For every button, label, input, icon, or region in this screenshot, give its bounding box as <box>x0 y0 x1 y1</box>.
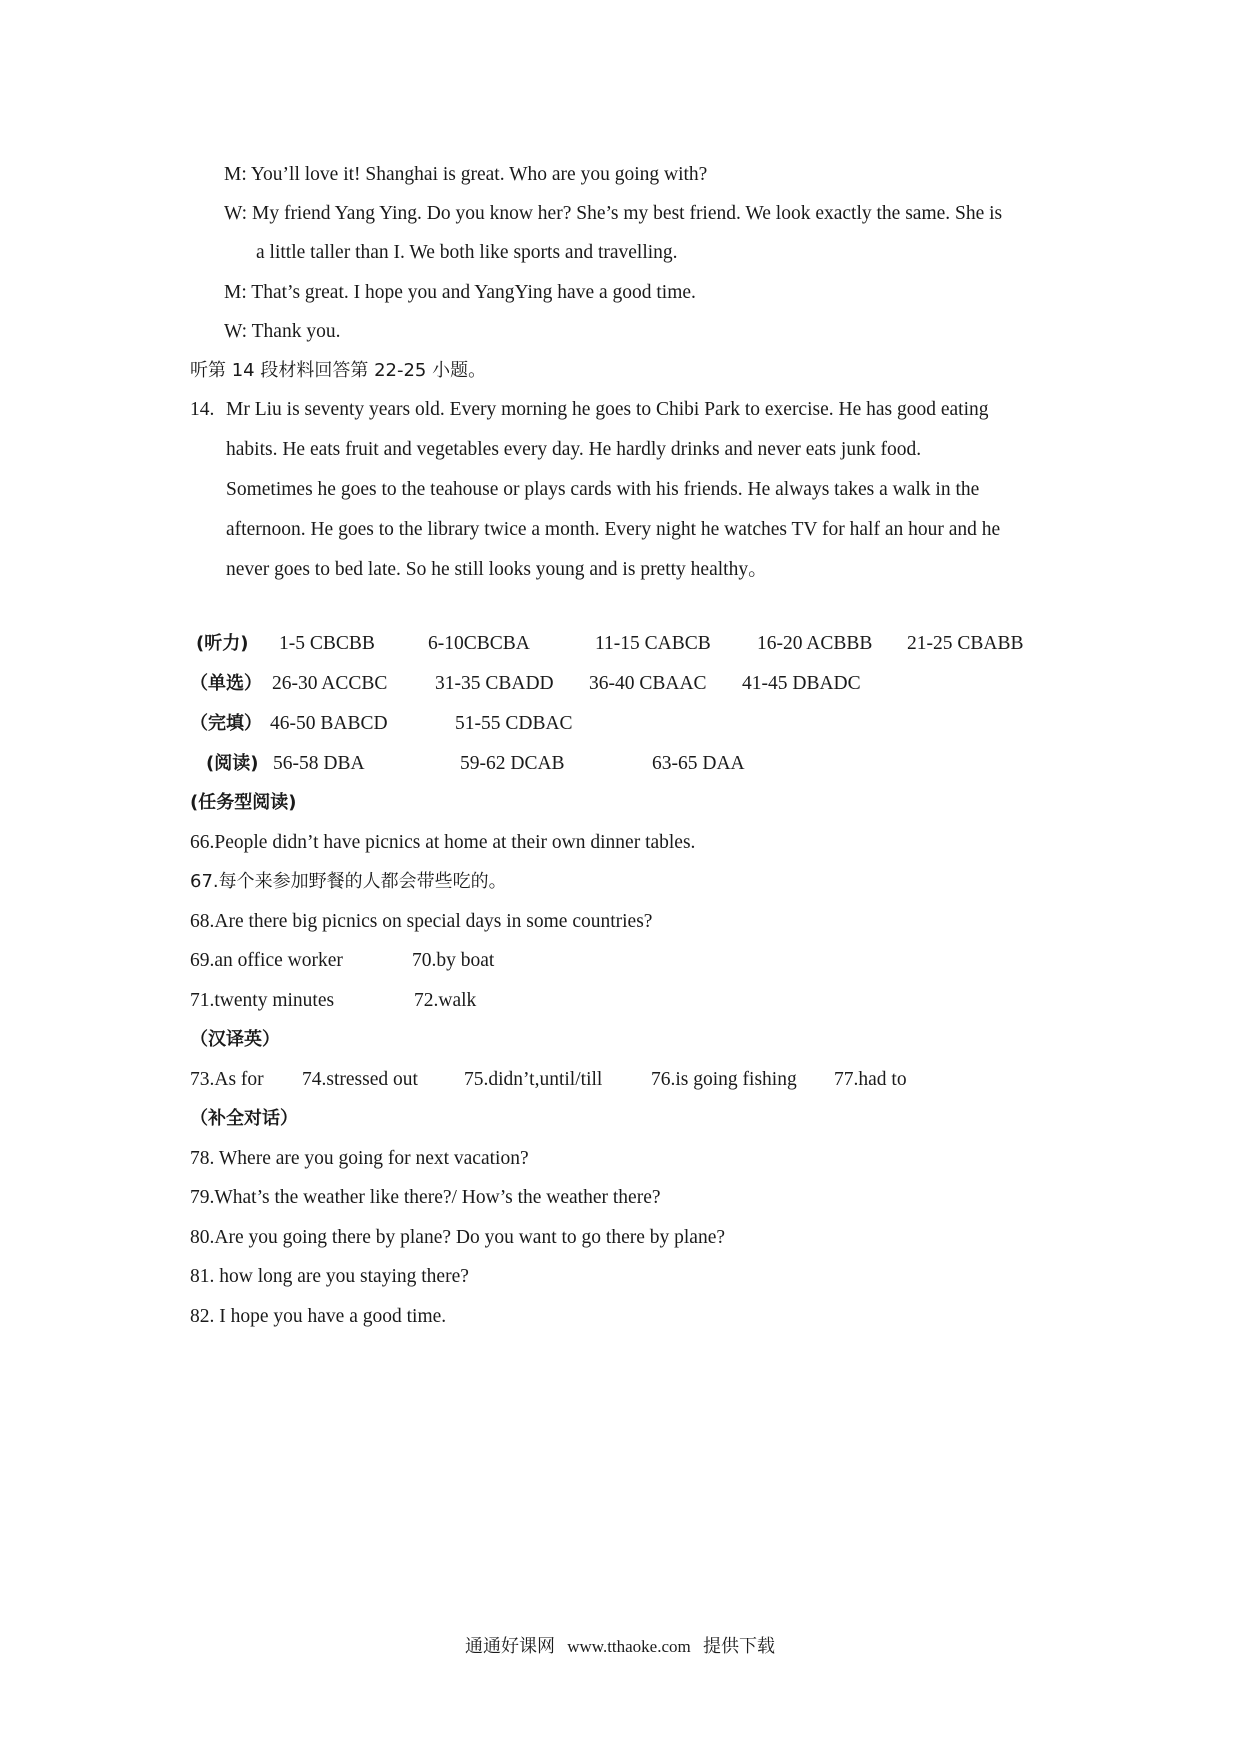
utterance: a little taller than I. We both like sports and travelling. <box>256 242 678 263</box>
answer-item: 46-50 BABCD <box>270 713 388 734</box>
answer-67: 67.每个来参加野餐的人都会带些吃的。 <box>190 871 507 892</box>
answer-item: 41-45 DBADC <box>742 673 861 694</box>
passage-line: Mr Liu is seventy years old. Every morning he goes to Chibi Park to exercise. He has good eating <box>226 399 989 420</box>
answer-78: 78. Where are you going for next vacation? <box>190 1148 529 1169</box>
answer-label: (阅读) <box>206 753 259 774</box>
answer-item: 1-5 CBCBB <box>279 633 375 654</box>
answer-68: 68.Are there big picnics on special days in some countries? <box>190 911 653 932</box>
footer-site-name: 通通好课网 <box>464 1636 555 1657</box>
answer-label: (听力) <box>196 633 249 654</box>
speaker: M: <box>224 282 247 303</box>
answer-item: 59-62 DCAB <box>460 753 565 774</box>
answer-item: 16-20 ACBBB <box>757 633 873 654</box>
answer-80: 80.Are you going there by plane? Do you want to go there by plane? <box>190 1227 726 1248</box>
passage-line: never goes to bed late. So he still looks young and is pretty healthy。 <box>226 559 768 580</box>
speaker: M: <box>224 164 247 185</box>
dialogue-line <box>224 163 707 187</box>
dialogue-line <box>256 241 678 265</box>
answer-item: 75.didn’t,until/till <box>464 1069 603 1090</box>
dialog-completion-label: （补全对话） <box>190 1108 298 1129</box>
passage-line: Sometimes he goes to the teahouse or plays cards with his friends. He always takes a walk in the <box>226 479 980 500</box>
utterance: That’s great. I hope you and YangYing have a good time. <box>251 282 696 303</box>
answer-69: 69.an office worker <box>190 950 343 971</box>
section-heading: 听第 14 段材料回答第 22-25 小题。 <box>190 360 487 381</box>
passage-line: afternoon. He goes to the library twice a month. Every night he watches TV for half an hour and he <box>226 519 1001 540</box>
dialogue-line <box>224 320 340 344</box>
utterance: Thank you. <box>251 321 341 342</box>
answer-item: 77.had to <box>834 1069 907 1090</box>
answer-item: 36-40 CBAAC <box>589 673 707 694</box>
translation-label: （汉译英） <box>190 1029 280 1050</box>
answer-item: 31-35 CBADD <box>435 673 554 694</box>
utterance: You’ll love it! Shanghai is great. Who are you going with? <box>250 164 708 185</box>
answer-70: 70.by boat <box>412 950 495 971</box>
answer-71: 71.twenty minutes <box>190 990 335 1011</box>
answer-item: 73.As for <box>190 1069 264 1090</box>
answer-item: 11-15 CABCB <box>595 633 711 654</box>
answer-81: 81. how long are you staying there? <box>190 1266 469 1287</box>
answer-item: 63-65 DAA <box>652 753 745 774</box>
passage-line: habits. He eats fruit and vegetables every day. He hardly drinks and never eats junk food. <box>226 439 922 460</box>
answer-79: 79.What’s the weather like there?/ How’s the weather there? <box>190 1187 661 1208</box>
passage-14 <box>190 390 1110 590</box>
answer-82: 82. I hope you have a good time. <box>190 1306 447 1327</box>
answer-label: （完填） <box>190 713 262 734</box>
answer-item: 56-58 DBA <box>273 753 365 774</box>
footer-url[interactable]: www.tthaoke.com <box>567 1637 691 1656</box>
answer-72: 72.walk <box>414 990 477 1011</box>
answer-item: 76.is going fishing <box>651 1069 797 1090</box>
dialogue-line <box>224 202 1002 226</box>
speaker: W: <box>224 203 248 224</box>
answer-item: 74.stressed out <box>302 1069 418 1090</box>
passage-number: 14. <box>190 399 215 420</box>
dialogue-line <box>224 281 696 305</box>
answer-item: 26-30 ACCBC <box>272 673 388 694</box>
utterance: My friend Yang Ying. Do you know her? She’s my best friend. We look exactly the same. She is <box>251 203 1003 224</box>
page-footer <box>0 1632 1240 1658</box>
answer-item: 51-55 CDBAC <box>455 713 573 734</box>
answer-66: 66.People didn’t have picnics at home at their own dinner tables. <box>190 832 696 853</box>
speaker: W: <box>224 321 248 342</box>
footer-note: 提供下载 <box>703 1636 776 1657</box>
answer-item: 21-25 CBABB <box>907 633 1024 654</box>
task-reading-label: (任务型阅读) <box>190 792 297 813</box>
answer-item: 6-10CBCBA <box>428 633 530 654</box>
answer-label: （单选） <box>190 673 262 694</box>
